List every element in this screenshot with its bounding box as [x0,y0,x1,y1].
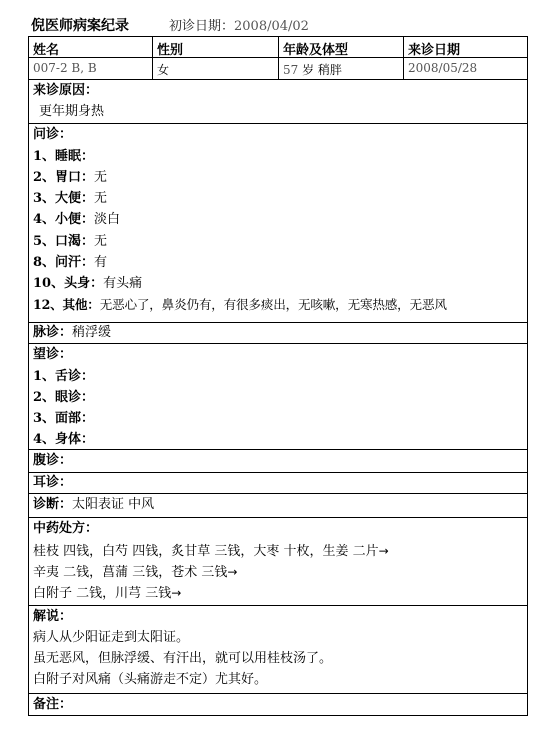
reason-label: 来诊原因： [33,83,99,98]
visit-column [404,37,527,79]
pulse-section [29,322,527,343]
inquiry-item-value: 有头痛 [103,276,143,291]
patient-age-build [283,61,342,78]
patient-sex: 女 [157,63,170,77]
patient-name: 007-2 B, B [33,61,97,75]
visit-label: 来诊日期 [408,43,461,58]
first-visit-label: 初诊日期： [169,19,235,34]
inquiry-item-label: 2、胃口： [33,170,95,185]
abdomen-section [29,449,527,472]
inquiry-label: 问诊： [33,127,73,142]
patient-age: 57 [283,63,299,77]
inquiry-item [33,255,107,271]
prescription-label: 中药处方： [33,521,99,536]
prescription-line [33,585,181,602]
inquiry-item [33,212,120,228]
inquiry-item-label: 10、头身： [33,276,104,291]
prescription-section [29,517,527,605]
inquiry-item-value: 淡白 [94,212,121,227]
abdomen-label: 腹诊： [33,453,73,468]
first-visit-value: 2008/04/02 [234,19,309,34]
visit-date: 2008/05/28 [408,61,478,75]
pulse-value: 稍浮缓 [72,325,112,340]
age-label: 年龄及体型 [283,43,349,58]
observation-label: 望诊： [33,347,73,362]
diagnosis-section [29,493,527,517]
sex-column [153,37,279,79]
pulse-label: 脉诊： [33,325,73,340]
inquiry-item-label: 1、睡眠： [33,149,95,164]
inquiry-item-label: 5、口渴： [33,234,95,249]
age-column [279,37,404,79]
inquiry-item-value: 无 [94,234,108,249]
arrow-icon: → [378,544,389,558]
first-visit-date [169,15,309,34]
inquiry-item-value: 无 [94,191,108,206]
tongue-label: 1、舌诊： [33,369,95,384]
inquiry-item-label: 12、其他： [33,297,100,312]
arrow-icon: → [227,565,238,579]
inquiry-item-label: 4、小便： [33,212,95,227]
observation-section [29,343,527,449]
arrow-icon: → [171,586,182,600]
inquiry-item-label: 3、大便： [33,191,95,206]
prescription-line-text: 桂枝 四钱，白芍 四钱，炙甘草 三钱，大枣 十枚，生姜 二片 [33,544,379,559]
reason-section [29,79,527,123]
inquiry-section [29,123,527,322]
record-title: 倪医师病案纪录 [31,18,129,34]
inquiry-item-value: 有 [94,255,108,270]
diagnosis-label: 诊断： [33,497,73,512]
inquiry-item [33,297,447,313]
eye-label: 2、眼诊： [33,390,95,405]
case-record-form [28,36,528,716]
remarks-section [29,693,527,715]
sex-label: 性别 [157,43,184,58]
body-label: 4、身体： [33,432,95,447]
inquiry-item-value: 无恶心了，鼻炎仍有，有很多痰出，无咳嗽，无寒热感，无恶风 [99,297,447,312]
ear-label: 耳诊： [33,475,73,490]
name-column [29,37,153,79]
prescription-line [33,564,237,581]
inquiry-item [33,170,107,186]
ear-section [29,472,527,493]
explanation-line: 病人从少阳证走到太阳证。 [33,630,190,645]
prescription-line-text: 白附子 二钱，川芎 三钱 [33,586,172,601]
diagnosis-value: 太阳表证 中风 [72,497,155,512]
record-header [28,12,528,34]
patient-info-table [29,37,527,79]
inquiry-item [33,276,142,292]
inquiry-item [33,149,94,165]
inquiry-item [33,191,107,207]
prescription-line-text: 辛夷 二钱，菖蒲 三钱，苍术 三钱 [33,565,228,580]
inquiry-item-value: 无 [94,170,108,185]
face-label: 3、面部： [33,411,95,426]
name-label: 姓名 [33,43,60,58]
inquiry-item-label: 8、问汗： [33,255,95,270]
patient-build: 岁 稍胖 [302,63,342,77]
explanation-line: 虽无恶风，但脉浮缓、有汗出，就可以用桂枝汤了。 [33,651,333,666]
remarks-label: 备注： [33,697,73,712]
prescription-line [33,543,389,560]
explanation-line: 白附子对风痛（头痛游走不定）尤其好。 [33,672,268,687]
explanation-section [29,605,527,693]
explanation-label: 解说： [33,609,73,624]
inquiry-item [33,234,107,250]
reason-text: 更年期身热 [39,104,105,119]
